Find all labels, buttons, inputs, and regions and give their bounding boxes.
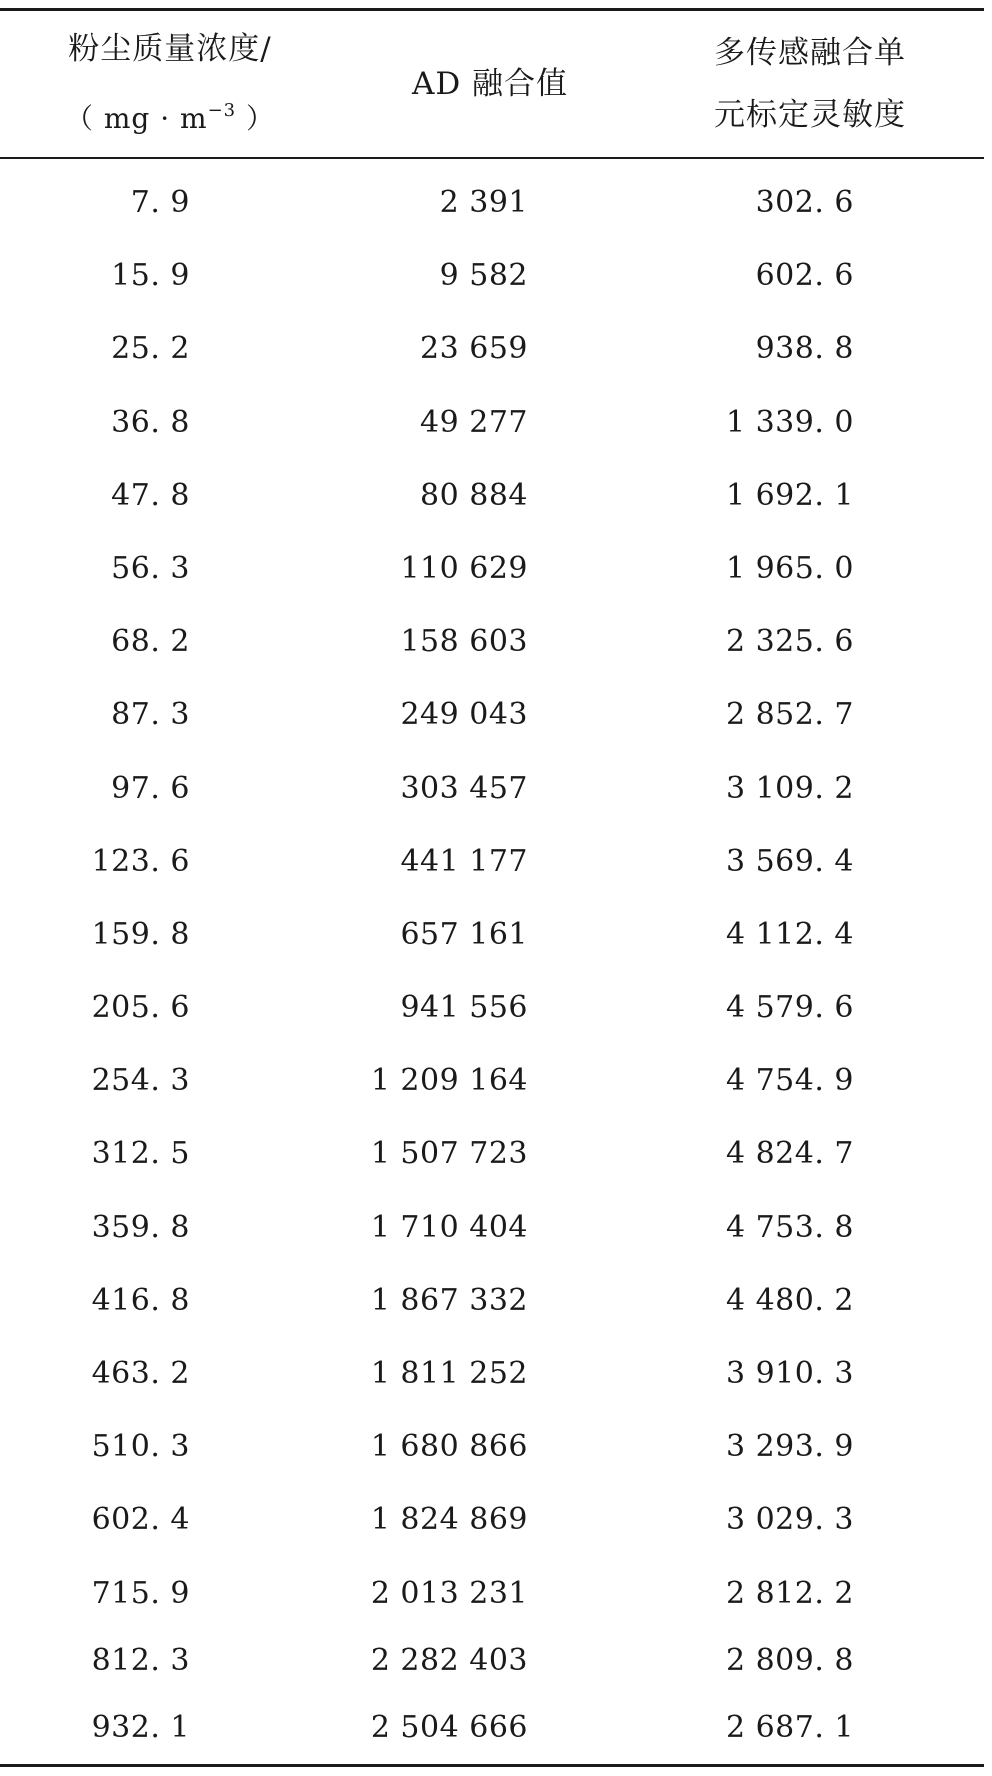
table-row bbox=[0, 1415, 984, 1488]
cell-sensitivity: 1 339. 0 bbox=[725, 404, 854, 440]
cell-ad-fusion-value: 23 659 bbox=[420, 331, 528, 367]
table-row bbox=[0, 1629, 984, 1696]
cell-ad-fusion-value: 1 680 866 bbox=[370, 1429, 528, 1465]
cell-ad-fusion-value: 1 209 164 bbox=[370, 1063, 528, 1099]
cell-ad-fusion-value: 249 043 bbox=[400, 697, 528, 733]
cell-ad-fusion-value: 1 867 332 bbox=[370, 1282, 528, 1318]
cell-dust-concentration: 123. 6 bbox=[91, 843, 190, 879]
cell-dust-concentration: 25. 2 bbox=[111, 331, 190, 367]
cell-ad-fusion-value: 441 177 bbox=[400, 843, 528, 879]
cell-sensitivity: 4 480. 2 bbox=[725, 1282, 854, 1318]
cell-ad-fusion-value: 1 507 723 bbox=[370, 1136, 528, 1172]
table-row bbox=[0, 683, 984, 756]
table-row bbox=[0, 1696, 984, 1763]
header-col1-line1: 粉尘质量浓度/ bbox=[68, 31, 272, 67]
cell-dust-concentration: 359. 8 bbox=[91, 1209, 190, 1245]
header-col3-line1: 多传感融合单 bbox=[714, 35, 906, 71]
cell-sensitivity: 3 029. 3 bbox=[725, 1502, 854, 1538]
table-row bbox=[0, 757, 984, 830]
cell-sensitivity: 1 965. 0 bbox=[725, 550, 854, 586]
cell-sensitivity: 4 579. 6 bbox=[725, 990, 854, 1026]
cell-dust-concentration: 932. 1 bbox=[91, 1709, 190, 1745]
table-row bbox=[0, 464, 984, 537]
cell-sensitivity: 4 824. 7 bbox=[725, 1136, 854, 1172]
table-row bbox=[0, 317, 984, 390]
cell-dust-concentration: 312. 5 bbox=[91, 1136, 190, 1172]
cell-dust-concentration: 159. 8 bbox=[91, 916, 190, 952]
table-row bbox=[0, 1562, 984, 1629]
cell-sensitivity: 602. 6 bbox=[755, 258, 854, 294]
table-row bbox=[0, 830, 984, 903]
cell-sensitivity: 3 293. 9 bbox=[725, 1429, 854, 1465]
cell-dust-concentration: 36. 8 bbox=[111, 404, 190, 440]
cell-dust-concentration: 254. 3 bbox=[91, 1063, 190, 1099]
header-dust-concentration bbox=[20, 11, 320, 157]
cell-ad-fusion-value: 1 710 404 bbox=[370, 1209, 528, 1245]
cell-ad-fusion-value: 2 504 666 bbox=[370, 1709, 528, 1745]
cell-dust-concentration: 7. 9 bbox=[130, 185, 190, 220]
cell-sensitivity: 2 809. 8 bbox=[725, 1642, 854, 1678]
cell-dust-concentration: 47. 8 bbox=[111, 477, 190, 513]
cell-ad-fusion-value: 941 556 bbox=[400, 990, 528, 1026]
cell-ad-fusion-value: 657 161 bbox=[400, 916, 528, 952]
unit-text: （ mg · m bbox=[64, 102, 208, 135]
cell-ad-fusion-value: 49 277 bbox=[420, 404, 528, 440]
cell-sensitivity: 2 325. 6 bbox=[725, 624, 854, 660]
unit-exponent: −3 bbox=[207, 100, 237, 121]
header-col2-label: AD 融合值 bbox=[411, 66, 569, 102]
table-row bbox=[0, 1196, 984, 1269]
cell-dust-concentration: 812. 3 bbox=[91, 1642, 190, 1678]
cell-ad-fusion-value: 110 629 bbox=[400, 550, 528, 586]
table-header bbox=[0, 11, 984, 157]
header-col1-unit bbox=[65, 80, 275, 150]
cell-sensitivity: 302. 6 bbox=[755, 185, 854, 220]
cell-ad-fusion-value: 1 824 869 bbox=[370, 1502, 528, 1538]
cell-ad-fusion-value: 9 582 bbox=[439, 258, 528, 294]
cell-sensitivity: 3 910. 3 bbox=[725, 1356, 854, 1391]
table-body bbox=[0, 171, 984, 1763]
table-row bbox=[0, 391, 984, 464]
cell-sensitivity: 3 109. 2 bbox=[725, 770, 854, 806]
cell-dust-concentration: 56. 3 bbox=[111, 550, 190, 586]
cell-sensitivity: 1 692. 1 bbox=[725, 477, 854, 513]
table-row bbox=[0, 1342, 984, 1415]
cell-dust-concentration: 463. 2 bbox=[91, 1356, 190, 1391]
unit-close: ） bbox=[236, 102, 276, 135]
cell-dust-concentration: 510. 3 bbox=[91, 1429, 190, 1465]
cell-ad-fusion-value: 2 013 231 bbox=[370, 1575, 528, 1611]
table-row bbox=[0, 610, 984, 683]
table-row bbox=[0, 976, 984, 1049]
table-row bbox=[0, 903, 984, 976]
table-row bbox=[0, 244, 984, 317]
header-col3-line2: 元标定灵敏度 bbox=[714, 97, 906, 133]
cell-sensitivity: 2 852. 7 bbox=[725, 697, 854, 733]
table-row bbox=[0, 171, 984, 244]
cell-ad-fusion-value: 1 811 252 bbox=[370, 1356, 528, 1391]
cell-ad-fusion-value: 2 282 403 bbox=[370, 1642, 528, 1678]
cell-sensitivity: 4 754. 9 bbox=[725, 1063, 854, 1099]
cell-sensitivity: 938. 8 bbox=[755, 331, 854, 367]
cell-dust-concentration: 715. 9 bbox=[91, 1575, 190, 1611]
cell-ad-fusion-value: 303 457 bbox=[400, 770, 528, 806]
table-row bbox=[0, 1122, 984, 1195]
cell-dust-concentration: 15. 9 bbox=[111, 258, 190, 294]
header-ad-fusion-value bbox=[340, 11, 640, 157]
cell-sensitivity: 4 112. 4 bbox=[725, 916, 854, 952]
cell-dust-concentration: 68. 2 bbox=[111, 624, 190, 660]
table-row bbox=[0, 1488, 984, 1561]
cell-ad-fusion-value: 80 884 bbox=[420, 477, 528, 513]
table-bottom-rule bbox=[0, 1764, 984, 1767]
cell-dust-concentration: 416. 8 bbox=[91, 1282, 190, 1318]
cell-sensitivity: 2 812. 2 bbox=[725, 1575, 854, 1611]
cell-sensitivity: 2 687. 1 bbox=[725, 1709, 854, 1745]
table-row bbox=[0, 1049, 984, 1122]
cell-ad-fusion-value: 2 391 bbox=[439, 185, 528, 220]
table-row bbox=[0, 537, 984, 610]
table-header-rule bbox=[0, 157, 984, 159]
cell-dust-concentration: 602. 4 bbox=[91, 1502, 190, 1538]
cell-sensitivity: 3 569. 4 bbox=[725, 843, 854, 879]
cell-dust-concentration: 87. 3 bbox=[111, 697, 190, 733]
table-row bbox=[0, 1269, 984, 1342]
header-calibration-sensitivity bbox=[660, 11, 960, 157]
cell-sensitivity: 4 753. 8 bbox=[725, 1209, 854, 1245]
cell-dust-concentration: 97. 6 bbox=[111, 770, 190, 806]
cell-ad-fusion-value: 158 603 bbox=[400, 624, 528, 660]
cell-dust-concentration: 205. 6 bbox=[91, 990, 190, 1026]
